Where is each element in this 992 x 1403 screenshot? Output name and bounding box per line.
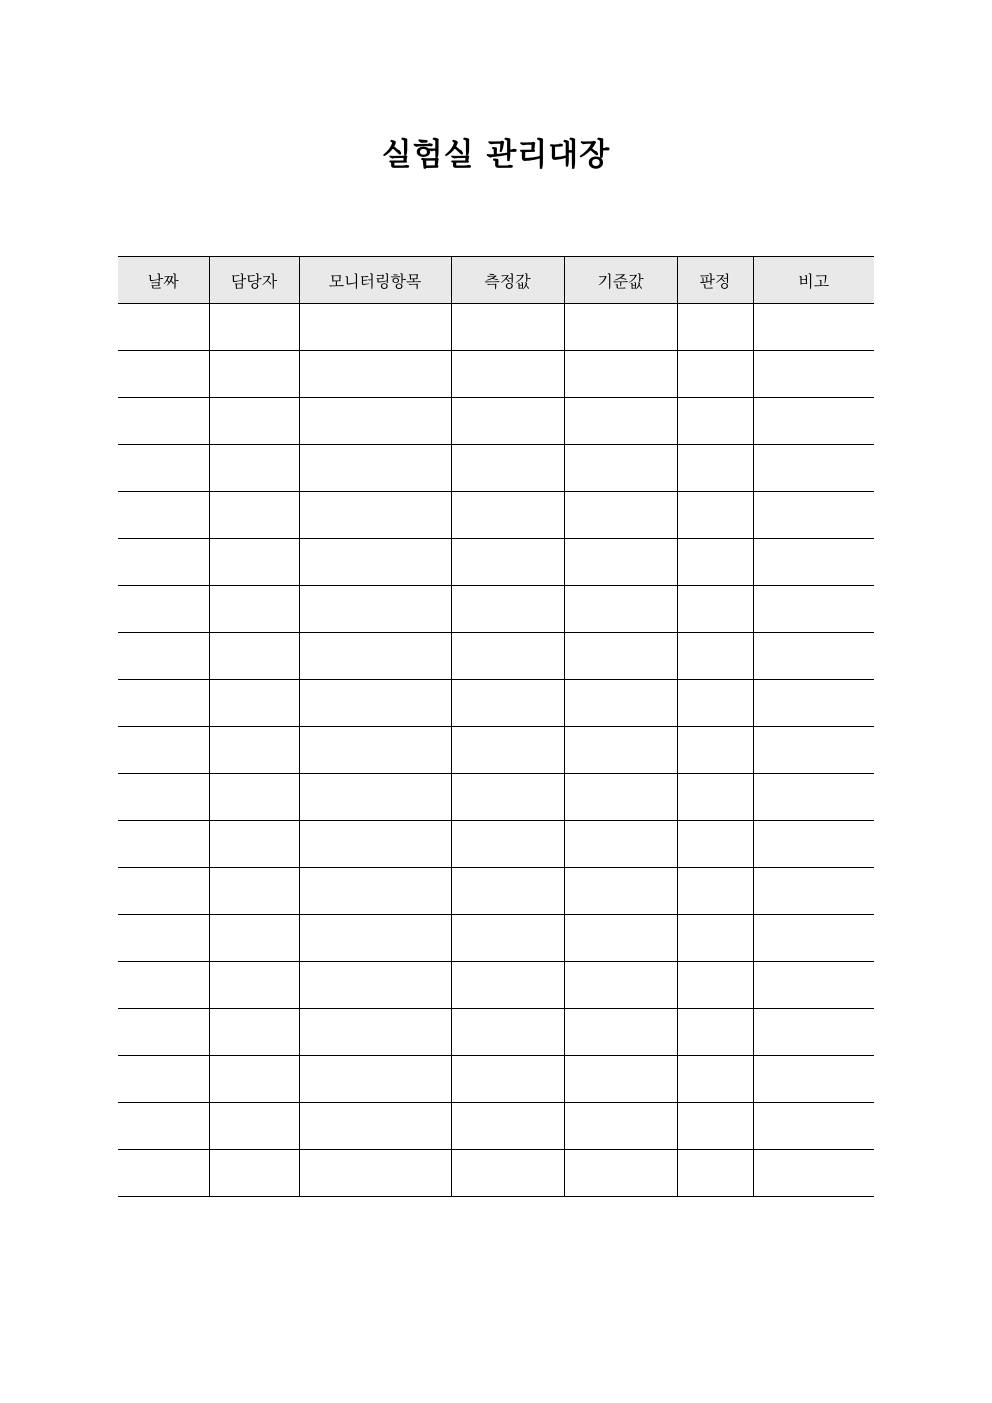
monitoring-item-cell[interactable] xyxy=(299,492,451,539)
judgement-cell[interactable] xyxy=(677,304,753,351)
measured-value-cell[interactable] xyxy=(451,821,564,868)
table-row xyxy=(118,351,874,398)
measured-value-cell[interactable] xyxy=(451,586,564,633)
table-header-row xyxy=(118,257,874,304)
judgement-cell[interactable] xyxy=(677,633,753,680)
monitoring-item-cell[interactable] xyxy=(299,774,451,821)
table-row xyxy=(118,492,874,539)
measured-value-cell[interactable] xyxy=(451,1009,564,1056)
judgement-cell[interactable] xyxy=(677,492,753,539)
reference-value-cell[interactable] xyxy=(564,492,677,539)
remarks-cell[interactable] xyxy=(753,915,874,962)
manager-cell[interactable] xyxy=(209,1056,299,1103)
manager-cell[interactable] xyxy=(209,868,299,915)
header-manager: 담당자 xyxy=(209,257,299,304)
monitoring-item-cell[interactable] xyxy=(299,821,451,868)
measured-value-cell[interactable] xyxy=(451,868,564,915)
remarks-cell[interactable] xyxy=(753,445,874,492)
date-cell[interactable] xyxy=(118,821,209,868)
remarks-cell[interactable] xyxy=(753,492,874,539)
monitoring-item-cell[interactable] xyxy=(299,680,451,727)
judgement-cell[interactable] xyxy=(677,445,753,492)
table-row xyxy=(118,539,874,586)
judgement-cell[interactable] xyxy=(677,1056,753,1103)
judgement-cell[interactable] xyxy=(677,351,753,398)
monitoring-item-cell[interactable] xyxy=(299,1009,451,1056)
manager-cell[interactable] xyxy=(209,915,299,962)
header-date: 날짜 xyxy=(118,257,209,304)
measured-value-cell[interactable] xyxy=(451,633,564,680)
remarks-cell[interactable] xyxy=(753,586,874,633)
table-row xyxy=(118,915,874,962)
table-row xyxy=(118,304,874,351)
date-cell[interactable] xyxy=(118,1103,209,1150)
date-cell[interactable] xyxy=(118,445,209,492)
manager-cell[interactable] xyxy=(209,398,299,445)
reference-value-cell[interactable] xyxy=(564,915,677,962)
remarks-cell[interactable] xyxy=(753,1103,874,1150)
measured-value-cell[interactable] xyxy=(451,351,564,398)
date-cell[interactable] xyxy=(118,680,209,727)
judgement-cell[interactable] xyxy=(677,586,753,633)
reference-value-cell[interactable] xyxy=(564,304,677,351)
remarks-cell[interactable] xyxy=(753,398,874,445)
table-row xyxy=(118,1103,874,1150)
monitoring-item-cell[interactable] xyxy=(299,586,451,633)
manager-cell[interactable] xyxy=(209,1009,299,1056)
reference-value-cell[interactable] xyxy=(564,398,677,445)
date-cell[interactable] xyxy=(118,727,209,774)
remarks-cell[interactable] xyxy=(753,821,874,868)
remarks-cell[interactable] xyxy=(753,1009,874,1056)
monitoring-item-cell[interactable] xyxy=(299,633,451,680)
manager-cell[interactable] xyxy=(209,586,299,633)
remarks-cell[interactable] xyxy=(753,539,874,586)
reference-value-cell[interactable] xyxy=(564,727,677,774)
remarks-cell[interactable] xyxy=(753,1150,874,1197)
header-measured-value: 측정값 xyxy=(451,257,564,304)
judgement-cell[interactable] xyxy=(677,1009,753,1056)
date-cell[interactable] xyxy=(118,1150,209,1197)
table-row xyxy=(118,962,874,1009)
judgement-cell[interactable] xyxy=(677,727,753,774)
reference-value-cell[interactable] xyxy=(564,1150,677,1197)
monitoring-item-cell[interactable] xyxy=(299,962,451,1009)
header-monitoring-item: 모니터링항목 xyxy=(299,257,451,304)
manager-cell[interactable] xyxy=(209,727,299,774)
measured-value-cell[interactable] xyxy=(451,1103,564,1150)
table-row xyxy=(118,398,874,445)
page-title: 실험실 관리대장 xyxy=(381,137,611,173)
measured-value-cell[interactable] xyxy=(451,492,564,539)
table-row xyxy=(118,821,874,868)
date-cell[interactable] xyxy=(118,774,209,821)
manager-cell[interactable] xyxy=(209,680,299,727)
measured-value-cell[interactable] xyxy=(451,915,564,962)
manager-cell[interactable] xyxy=(209,821,299,868)
reference-value-cell[interactable] xyxy=(564,633,677,680)
reference-value-cell[interactable] xyxy=(564,962,677,1009)
monitoring-item-cell[interactable] xyxy=(299,304,451,351)
manager-cell[interactable] xyxy=(209,633,299,680)
judgement-cell[interactable] xyxy=(677,915,753,962)
header-reference-value: 기준값 xyxy=(564,257,677,304)
measured-value-cell[interactable] xyxy=(451,1056,564,1103)
date-cell[interactable] xyxy=(118,633,209,680)
measured-value-cell[interactable] xyxy=(451,539,564,586)
table-row xyxy=(118,445,874,492)
monitoring-item-cell[interactable] xyxy=(299,868,451,915)
monitoring-item-cell[interactable] xyxy=(299,1103,451,1150)
date-cell[interactable] xyxy=(118,304,209,351)
remarks-cell[interactable] xyxy=(753,962,874,1009)
monitoring-item-cell[interactable] xyxy=(299,351,451,398)
date-cell[interactable] xyxy=(118,492,209,539)
monitoring-item-cell[interactable] xyxy=(299,398,451,445)
monitoring-item-cell[interactable] xyxy=(299,915,451,962)
date-cell[interactable] xyxy=(118,398,209,445)
manager-cell[interactable] xyxy=(209,351,299,398)
manager-cell[interactable] xyxy=(209,445,299,492)
table-row xyxy=(118,1150,874,1197)
reference-value-cell[interactable] xyxy=(564,821,677,868)
date-cell[interactable] xyxy=(118,1009,209,1056)
remarks-cell[interactable] xyxy=(753,1056,874,1103)
manager-cell[interactable] xyxy=(209,962,299,1009)
reference-value-cell[interactable] xyxy=(564,868,677,915)
table-row xyxy=(118,774,874,821)
manager-cell[interactable] xyxy=(209,492,299,539)
reference-value-cell[interactable] xyxy=(564,680,677,727)
table-row xyxy=(118,868,874,915)
date-cell[interactable] xyxy=(118,962,209,1009)
remarks-cell[interactable] xyxy=(753,351,874,398)
reference-value-cell[interactable] xyxy=(564,1103,677,1150)
judgement-cell[interactable] xyxy=(677,962,753,1009)
date-cell[interactable] xyxy=(118,586,209,633)
remarks-cell[interactable] xyxy=(753,304,874,351)
remarks-cell[interactable] xyxy=(753,868,874,915)
reference-value-cell[interactable] xyxy=(564,539,677,586)
monitoring-item-cell[interactable] xyxy=(299,1056,451,1103)
judgement-cell[interactable] xyxy=(677,868,753,915)
reference-value-cell[interactable] xyxy=(564,1009,677,1056)
manager-cell[interactable] xyxy=(209,304,299,351)
table-row xyxy=(118,1009,874,1056)
reference-value-cell[interactable] xyxy=(564,445,677,492)
remarks-cell[interactable] xyxy=(753,727,874,774)
manager-cell[interactable] xyxy=(209,539,299,586)
judgement-cell[interactable] xyxy=(677,1103,753,1150)
table-row xyxy=(118,727,874,774)
judgement-cell[interactable] xyxy=(677,398,753,445)
manager-cell[interactable] xyxy=(209,1150,299,1197)
remarks-cell[interactable] xyxy=(753,774,874,821)
header-judgement: 판정 xyxy=(677,257,753,304)
lab-management-table xyxy=(118,256,874,1197)
remarks-cell[interactable] xyxy=(753,633,874,680)
measured-value-cell[interactable] xyxy=(451,680,564,727)
judgement-cell[interactable] xyxy=(677,774,753,821)
reference-value-cell[interactable] xyxy=(564,774,677,821)
monitoring-item-cell[interactable] xyxy=(299,445,451,492)
date-cell[interactable] xyxy=(118,539,209,586)
measured-value-cell[interactable] xyxy=(451,304,564,351)
monitoring-item-cell[interactable] xyxy=(299,539,451,586)
date-cell[interactable] xyxy=(118,868,209,915)
table-row xyxy=(118,633,874,680)
table-row xyxy=(118,586,874,633)
table-body xyxy=(118,304,874,1197)
table-row xyxy=(118,1056,874,1103)
manager-cell[interactable] xyxy=(209,774,299,821)
header-remarks: 비고 xyxy=(753,257,874,304)
measured-value-cell[interactable] xyxy=(451,774,564,821)
reference-value-cell[interactable] xyxy=(564,1056,677,1103)
reference-value-cell[interactable] xyxy=(564,351,677,398)
table-row xyxy=(118,680,874,727)
monitoring-item-cell[interactable] xyxy=(299,727,451,774)
reference-value-cell[interactable] xyxy=(564,586,677,633)
remarks-cell[interactable] xyxy=(753,680,874,727)
judgement-cell[interactable] xyxy=(677,1150,753,1197)
monitoring-item-cell[interactable] xyxy=(299,1150,451,1197)
manager-cell[interactable] xyxy=(209,1103,299,1150)
judgement-cell[interactable] xyxy=(677,539,753,586)
date-cell[interactable] xyxy=(118,351,209,398)
measured-value-cell[interactable] xyxy=(451,445,564,492)
date-cell[interactable] xyxy=(118,915,209,962)
measured-value-cell[interactable] xyxy=(451,398,564,445)
judgement-cell[interactable] xyxy=(677,821,753,868)
measured-value-cell[interactable] xyxy=(451,962,564,1009)
judgement-cell[interactable] xyxy=(677,680,753,727)
measured-value-cell[interactable] xyxy=(451,1150,564,1197)
date-cell[interactable] xyxy=(118,1056,209,1103)
measured-value-cell[interactable] xyxy=(451,727,564,774)
